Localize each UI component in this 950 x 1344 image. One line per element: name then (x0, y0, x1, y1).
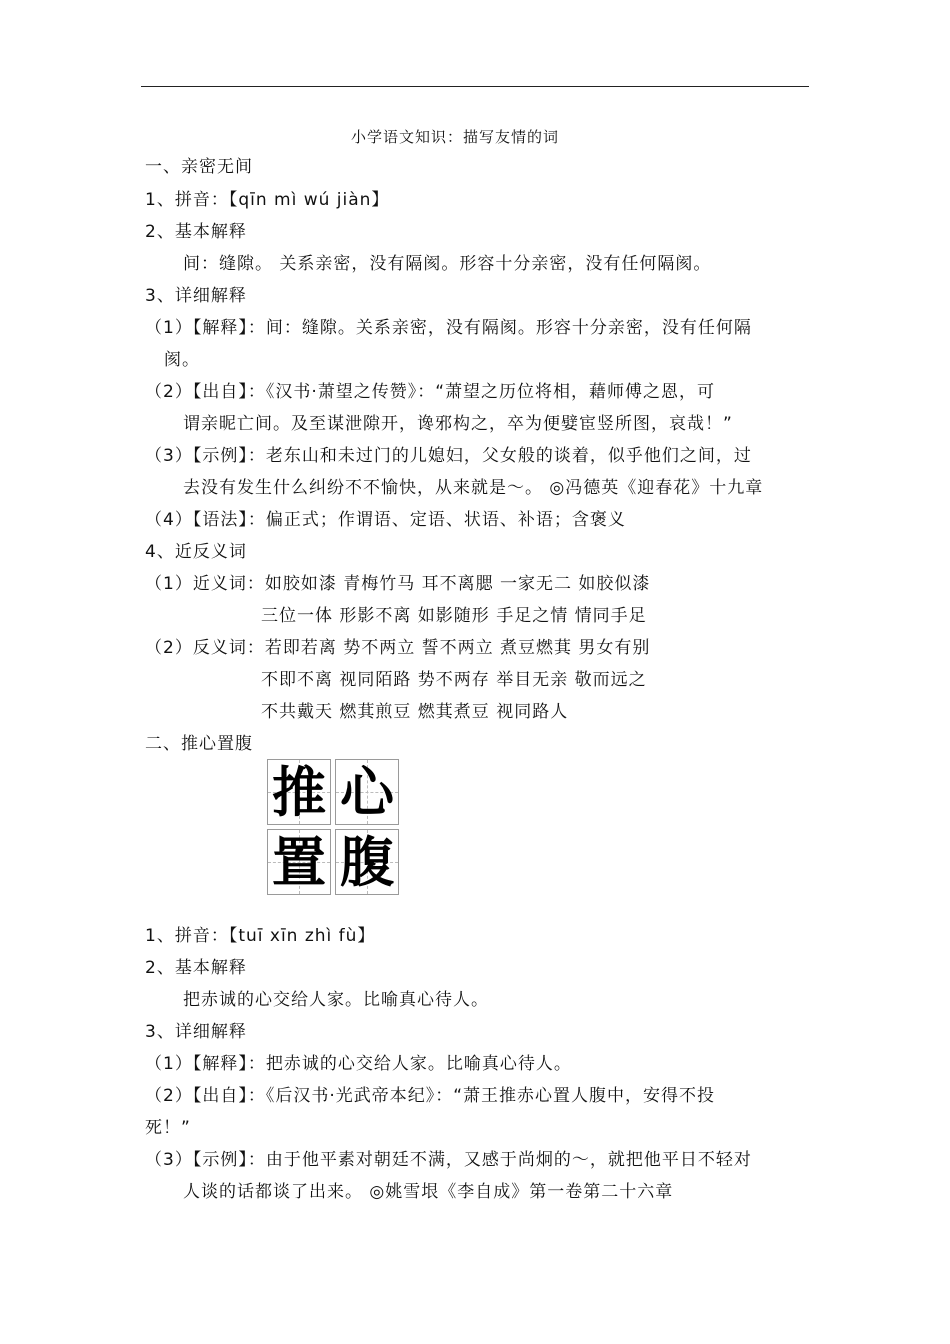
section1-synonyms-2: 三位一体 形影不离 如影随形 手足之情 情同手足 (261, 606, 647, 626)
char-cell (335, 759, 399, 825)
document-title: 小学语文知识：描写友情的词 (351, 128, 560, 146)
section1-antonyms-2: 不即不离 视同陌路 势不两存 举目无亲 敬而远之 (261, 670, 647, 690)
char-cell (267, 829, 331, 895)
section1-detail-1: （1）【解释】：间：缝隙。关系亲密，没有隔阂。形容十分亲密，没有任何隔 (145, 318, 752, 338)
character-fu: 腹 (340, 830, 394, 894)
section1-pinyin: 1、拼音：【qīn mì wú jiàn】 (145, 190, 390, 210)
char-cell (267, 759, 331, 825)
character-tui: 推 (272, 760, 326, 824)
section2-basic-text: 把赤诚的心交给人家。比喻真心待人。 (183, 990, 489, 1010)
section2-detail-heading: 3、详细解释 (145, 1022, 247, 1042)
section1-basic-text: 间：缝隙。 关系亲密，没有隔阂。形容十分亲密，没有任何隔阂。 (183, 254, 712, 274)
section1-antonyms-3: 不共戴天 燃萁煎豆 燃萁煮豆 视同路人 (261, 702, 569, 722)
section2-detail-3: （3）【示例】：由于他平素对朝廷不满，又感于尚炯的～，就把他平日不轻对 (145, 1150, 752, 1170)
section1-detail-heading: 3、详细解释 (145, 286, 247, 306)
idiom-character-grid (267, 759, 401, 897)
section2-detail-3-cont: 人谈的话都谈了出来。 ◎姚雪垠《李自成》第一卷第二十六章 (183, 1182, 674, 1202)
section2-detail-2-cont: 死！” (145, 1118, 191, 1138)
section1-detail-3: （3）【示例】：老东山和未过门的儿媳妇，父女般的谈着，似乎他们之间，过 (145, 446, 752, 466)
character-zhi: 置 (272, 830, 326, 894)
section2-basic-heading: 2、基本解释 (145, 958, 247, 978)
section1-antonyms-1: （2）反义词：若即若离 势不两立 誓不两立 煮豆燃萁 男女有别 (145, 638, 651, 658)
section1-synonym-heading: 4、近反义词 (145, 542, 247, 562)
section2-pinyin: 1、拼音：【tuī xīn zhì fù】 (145, 926, 376, 946)
section1-detail-2-cont: 谓亲昵亡间。及至谋泄隙开，谗邪构之，卒为便嬖宦竖所图，哀哉！” (183, 414, 733, 434)
section2-detail-2: （2）【出自】：《后汉书·光武帝本纪》：“萧王推赤心置人腹中，安得不投 (145, 1086, 716, 1106)
section2-heading: 二、推心置腹 (145, 734, 253, 754)
header-rule (141, 86, 809, 87)
char-cell (335, 829, 399, 895)
section2-detail-1: （1）【解释】：把赤诚的心交给人家。比喻真心待人。 (145, 1054, 572, 1074)
section1-detail-3-cont: 去没有发生什么纠纷不不愉快，从来就是～。 ◎冯德英《迎春花》十九章 (183, 478, 764, 498)
section1-detail-4: （4）【语法】：偏正式；作谓语、定语、状语、补语；含褒义 (145, 510, 626, 530)
section1-detail-2: （2）【出自】：《汉书·萧望之传赞》：“萧望之历位将相，藉师傅之恩，可 (145, 382, 716, 402)
section1-heading: 一、亲密无间 (145, 157, 253, 177)
character-xin: 心 (340, 760, 394, 824)
section1-detail-1-cont: 阂。 (164, 350, 200, 370)
section1-basic-heading: 2、基本解释 (145, 222, 247, 242)
section1-synonyms-1: （1）近义词：如胶如漆 青梅竹马 耳不离腮 一家无二 如胶似漆 (145, 574, 651, 594)
